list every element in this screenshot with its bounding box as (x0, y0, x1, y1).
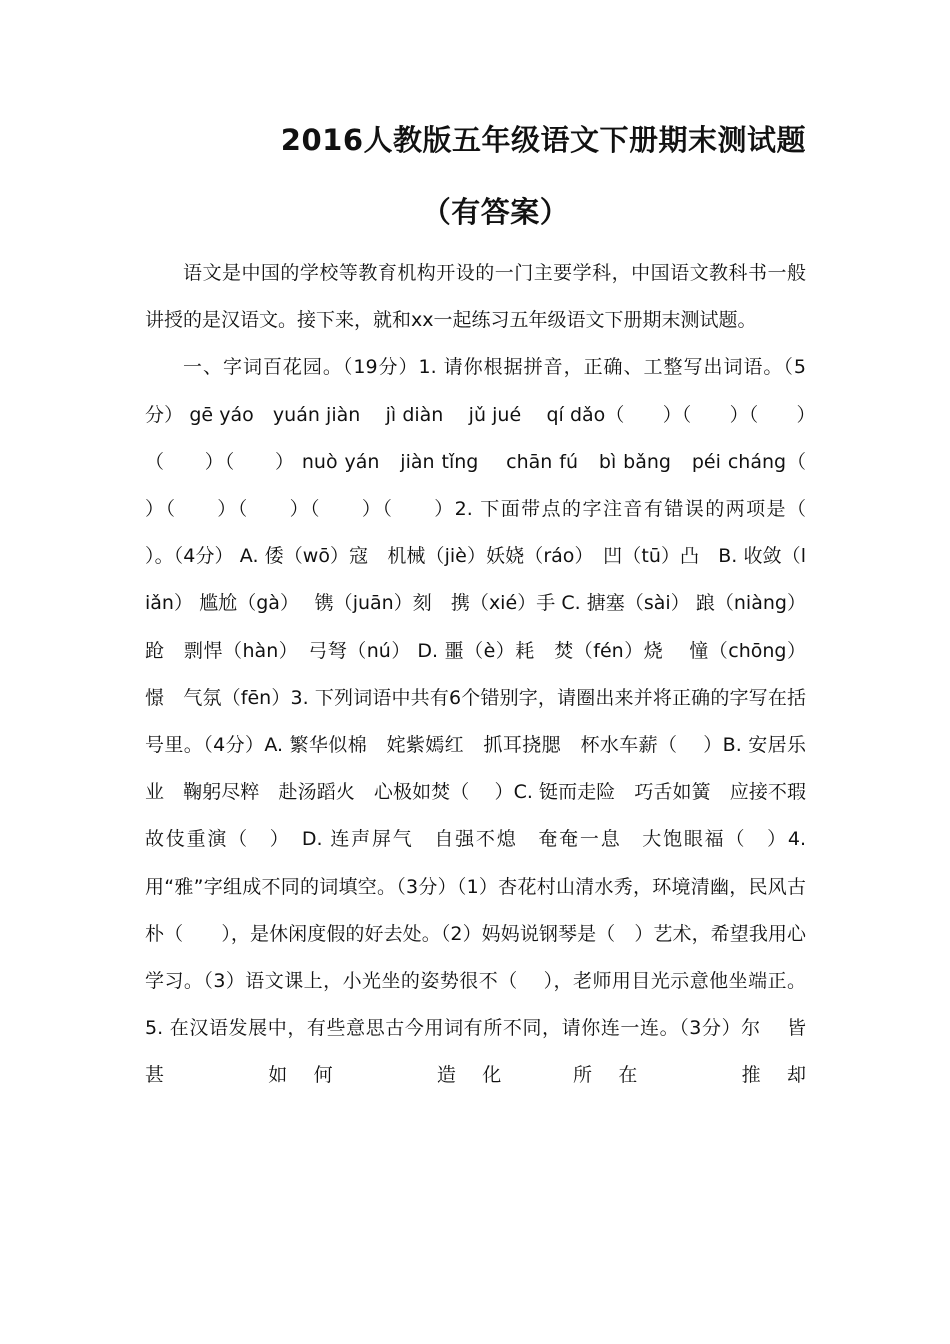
document-title: 2016人教版五年级语文下册期末测试题 (280, 123, 806, 157)
intro-paragraph: 语文是中国的学校等教育机构开设的一门主要学科，中国语文教科书一般讲授的是汉语文。接下来，就和xx一起练习五年级语文下册期末测试题。 (145, 262, 806, 332)
document-subtitle: （有答案） (421, 195, 570, 229)
document-body (145, 250, 845, 1100)
exercise-paragraph: 一、字词百花园。（19分）1. 请你根据拼音，正确、工整写出词语。（5分） gē yáo yuán jiàn jì diàn jǔ jué qí dǎo（ ）（ ）（ ）（ ）（ ） nuò yán jiàn tǐng chān fú bì bǎng péi cháng（ ）（ ）（ ）（ ）（ ）2. 下面带点的字注音有错误的两项是（ ）。（4分） A. 倭（wō）寇 机械（jiè）妖娆（ráo） 凹（tū）凸 B. 收敛（liǎn） 尴尬（gà） 镌（juān）刻 携（xié）手 C. 搪塞（sài） 踉（niàng）跄 剽悍（hàn） 弓弩（nú） D. 噩（è）耗 焚（fén）烧 憧（chōng）憬 气氛（fēn）3. 下列词语中共有6个错别字，请圈出来并将正确的字写在括号里。（4分）A. 繁华似棉 姹紫嫣红 抓耳挠腮 杯水车薪（ ）B. 安居乐业 鞠躬尽粹 赴汤蹈火 心极如焚（ ）C. 铤而走险 巧舌如簧 应接不瑕 故伎重演（ ） D. 连声屏气 自强不熄 奄奄一息 大饱眼福（ ）4. 用“雅”字组成不同的词填空。（3分）（1）杏花村山清水秀，环境清幽，民风古朴（ ），是休闲度假的好去处。（2）妈妈说钢琴是（ ）艺术，希望我用心学习。（3）语文课上，小光坐的姿势很不（ ），老师用目光示意他坐端正。5. 在汉语发展中，有些意思古今用词有所不同，请你连一连。（3分）尔 皆 甚 如何 造化 所在 推却 (145, 356, 845, 1087)
